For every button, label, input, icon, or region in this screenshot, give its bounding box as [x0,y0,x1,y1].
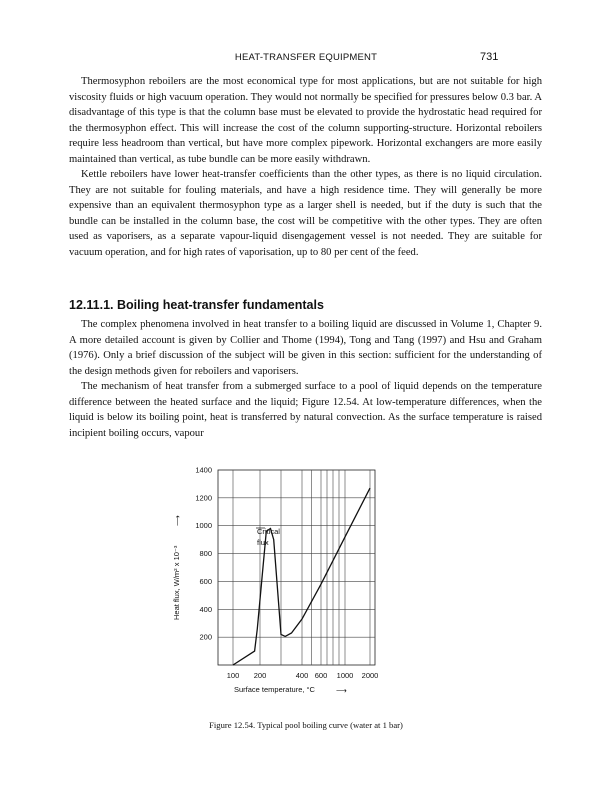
figure-caption: Figure 12.54. Typical pool boiling curve (water at 1 bar) [209,720,403,730]
boiling-curve-line [233,488,370,665]
paragraph-kettle: Kettle reboilers have lower heat-transfer coefficients than the other types, as there is no liquid circulation. They are not suitable for fouling materials, and have a high residence time. They will generally be more expensive than an equivalent thermosyphon type as a larger shell is needed, but if the duty is such that the bundle can be installed in the column base, the cost will be competitive with the other types. They are often used as vaporisers, as a separate vapour-liquid disengagement vessel is not needed. They are suitable for vacuum operation, and for high rates of vaporisation, up to 80 per cent of the feed. [69,169,542,258]
y-tick-label: 1000 [195,521,212,531]
y-tick-label: 400 [199,604,212,614]
x-axis-label: Surface temperature, °C [234,685,315,694]
y-axis-label: Heat flux, W/m² x 10⁻³ [172,545,181,620]
x-tick-label: 100 [226,671,240,680]
critical-flux-annotation [256,527,280,547]
plot-frame [218,470,375,665]
y-axis-arrow: ⟶ [173,515,182,526]
x-tick-label: 200 [253,671,267,680]
paragraph-mechanism: The mechanism of heat transfer from a submerged surface to a pool of liquid depends on the temperature difference between the heated surface and the liquid; Figure 12.54. At low-temperature differences, when the liquid is below its boiling point, heat is transferred by natural convection. As the surface temperature is raised incipient boiling occurs, vapour [69,381,542,439]
running-title: HEAT-TRANSFER EQUIPMENT [234,52,378,63]
x-tick-labels [227,671,379,680]
y-tick-label: 200 [199,632,212,642]
x-tick-label: 2000 [361,671,379,680]
section-heading: 12.11.1. Boiling heat-transfer fundamentals [69,298,324,312]
boiling-curve-chart [170,460,430,720]
x-tick-label: 400 [295,671,309,680]
y-axis-label-group [172,514,182,620]
x-tick-label: 1000 [336,671,354,680]
y-tick-label: 1400 [195,465,212,475]
y-tick-label: 600 [199,576,212,586]
body-text-top [69,74,542,260]
x-axis-arrow: ⟶ [336,686,347,695]
paragraph-thermosyphon: Thermosyphon reboilers are the most economical type for most applications, but are not suitable for high viscosity fluids or high vacuum operation. They would not normally be specified for pressures below 0.3 bar. A disadvantage of this type is that the column base must be elevated to provide the hydrostatic head required for the thermosyphon effect. This will increase the cost of the column supporting-structure. Horizontal reboilers require less headroom than vertical, but have more complex pipework. Horizontal exchangers are more easily maintained than vertical, as tube bundle can be more easily withdrawn. [69,76,542,165]
y-tick-label: 1200 [195,493,212,503]
body-text-bottom [69,317,542,441]
y-tick-labels [195,466,212,642]
page-number: 731 [480,51,499,63]
critical-flux-label-2: flux [257,538,269,547]
y-tick-label: 800 [199,549,212,559]
critical-flux-label-1: Critical [257,527,280,536]
boiling-curve-figure [170,460,430,720]
paragraph-phenomena: The complex phenomena involved in heat transfer to a boiling liquid are discussed in Volume 1, Chapter 9. A more detailed account is given by Collier and Thome (1994), Tong and Tang (1997) and Hsu and Graham (1976). Only a brief discussion of the subject will be given in this section: sufficient for the understanding of the design methods given for reboilers and vaporisers. [69,319,542,377]
chart-grid [218,470,375,665]
x-tick-label: 600 [314,671,328,680]
